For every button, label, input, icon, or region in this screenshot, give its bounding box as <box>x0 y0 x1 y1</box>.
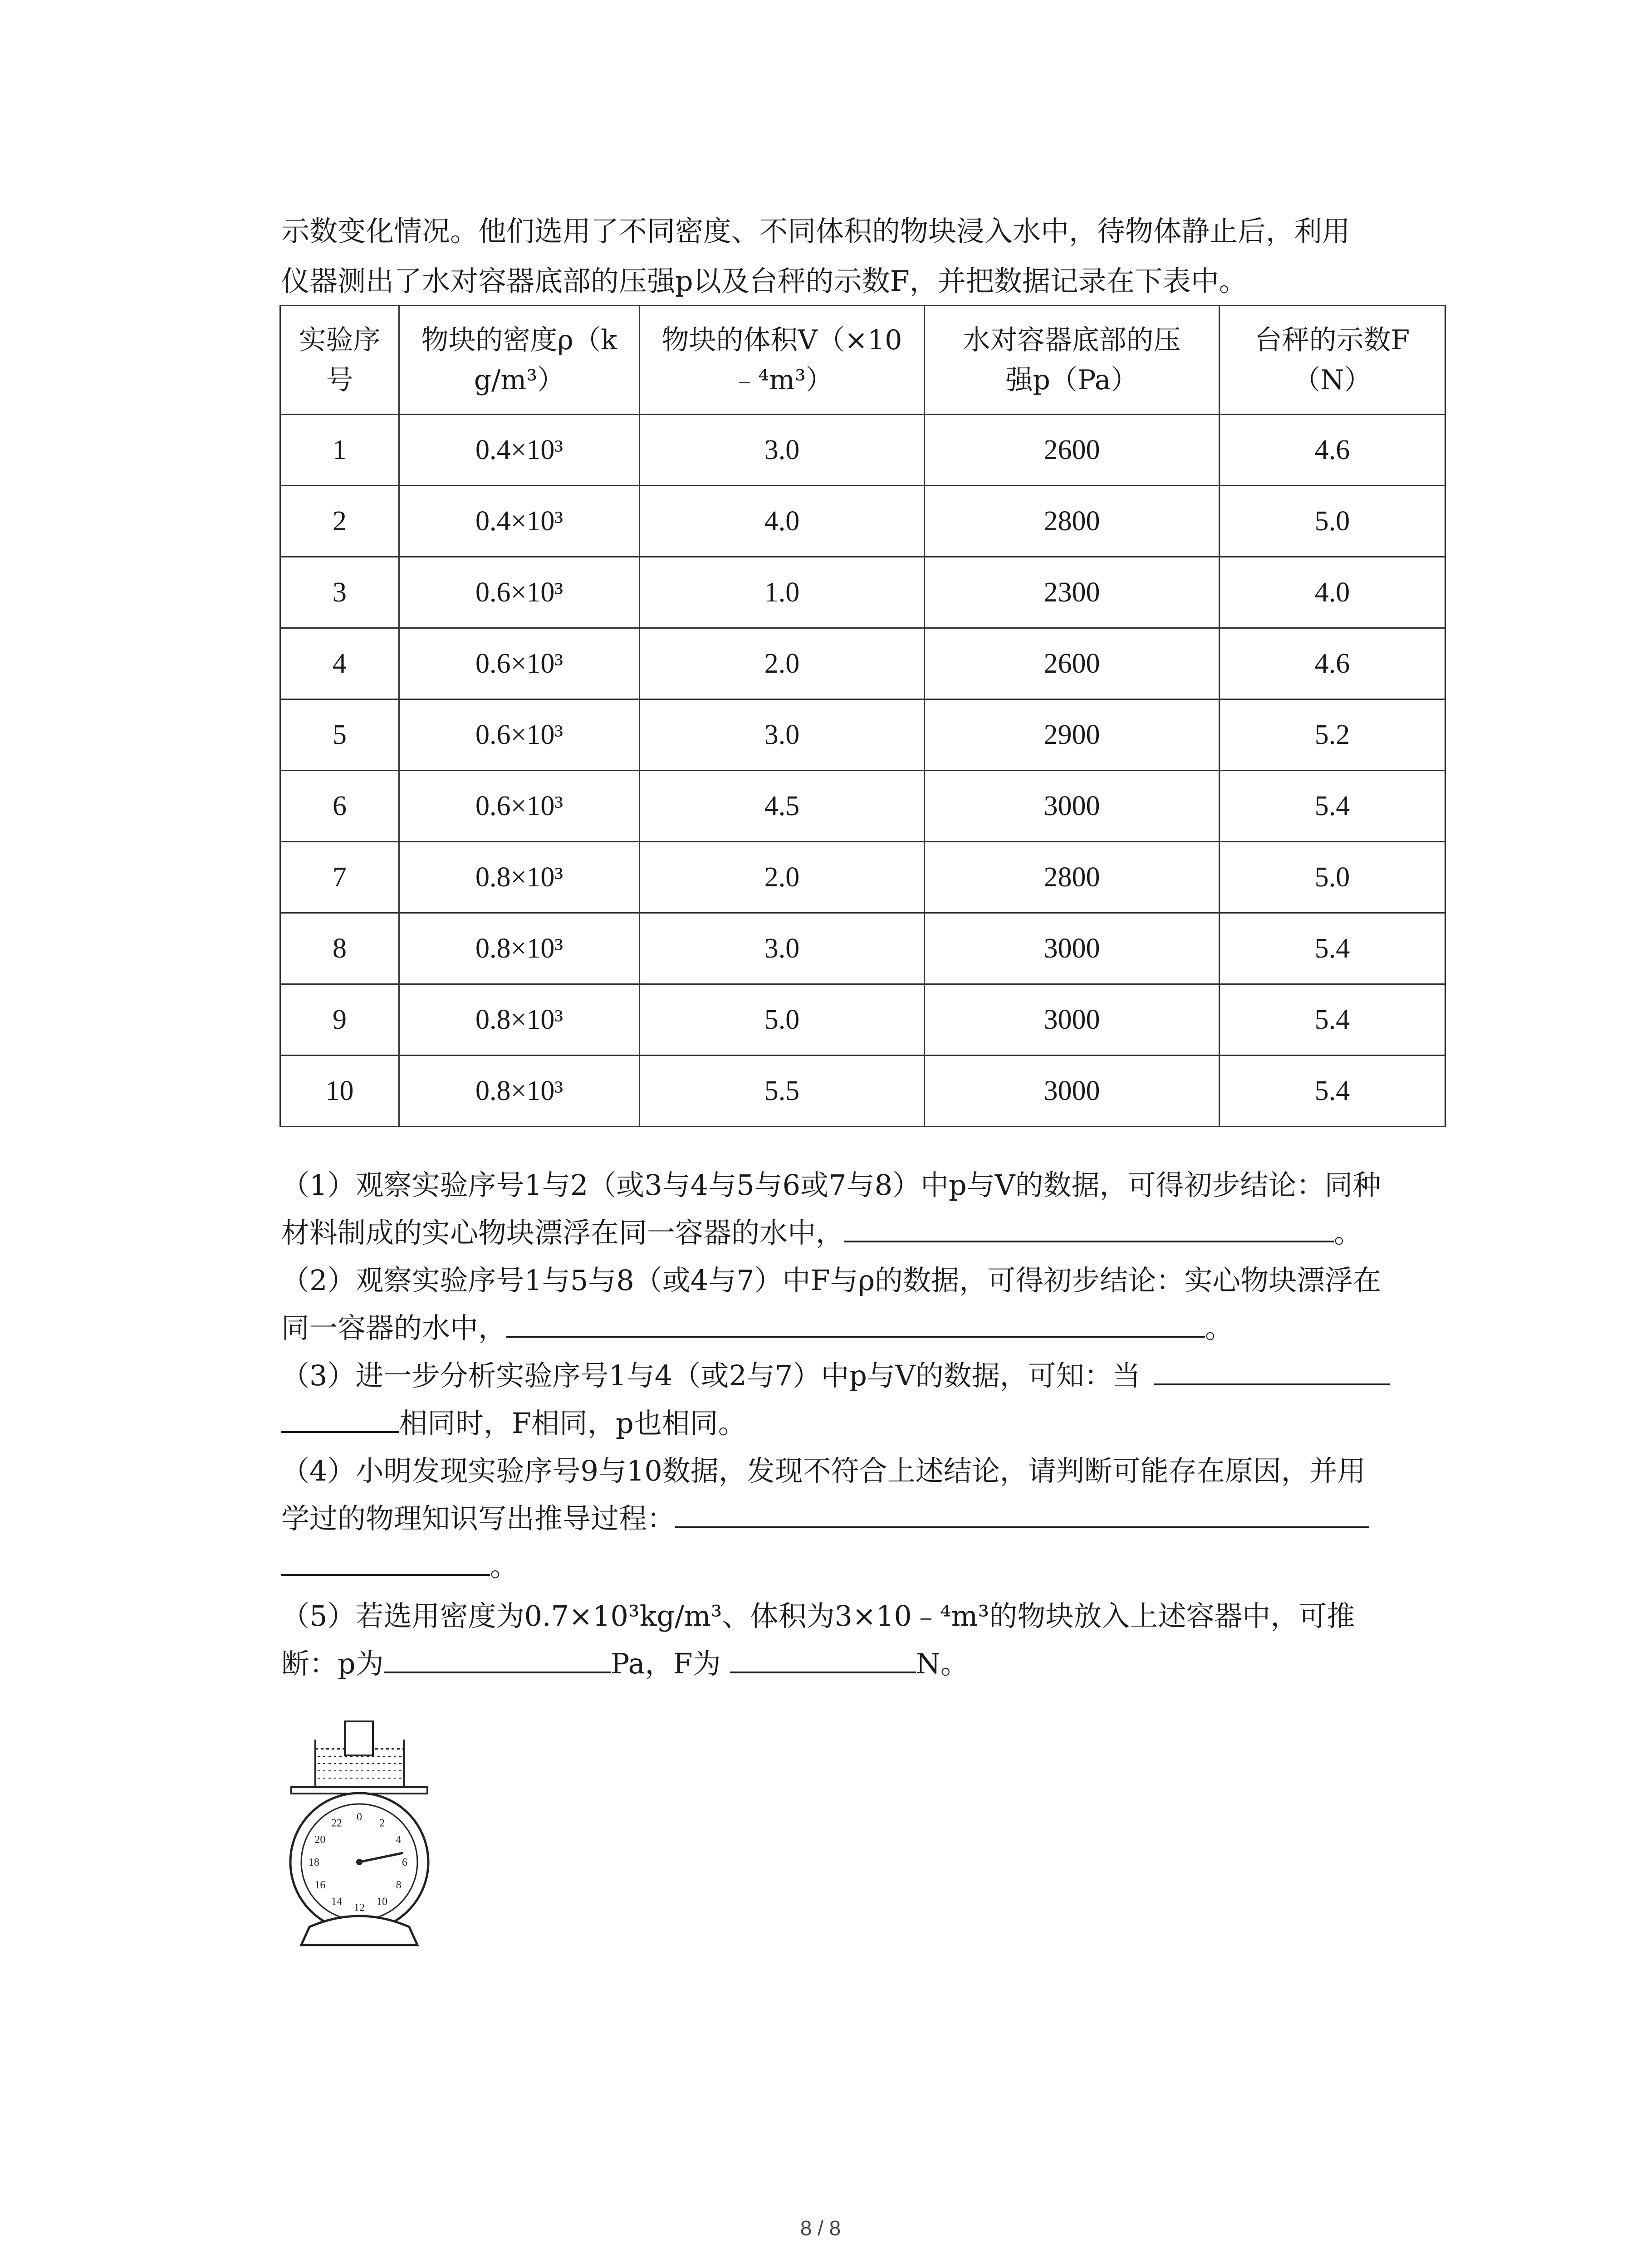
table-cell: 5.4 <box>1220 913 1445 984</box>
table-row <box>280 415 1445 486</box>
table-cell: 3.0 <box>640 699 925 771</box>
dial-number: 12 <box>354 1902 365 1914</box>
table-cell: 2900 <box>925 699 1220 771</box>
scale-diagram <box>281 1715 436 1960</box>
table-cell: 3000 <box>925 771 1220 842</box>
table-row <box>280 699 1445 771</box>
table-cell: 2800 <box>925 486 1220 557</box>
question-5: （5）若选用密度为0.7×10³kg/m³、体积为3×10﹣⁴m³的物块放入上述容器中，可推 断：p为 Pa，F为 N。 <box>281 1599 1355 1680</box>
table-cell: 0.6×10³ <box>399 628 640 699</box>
intro-paragraph <box>281 206 1443 306</box>
dial-number: 2 <box>379 1817 385 1829</box>
intro-line-2: 仪器测出了水对容器底部的压强p以及台秤的示数F，并把数据记录在下表中。 <box>281 264 1247 298</box>
answer-blank-q3-part2[interactable] <box>281 1404 399 1433</box>
table-cell: 3000 <box>925 984 1220 1056</box>
dial-number: 20 <box>314 1834 326 1846</box>
table-cell: 5 <box>280 699 399 771</box>
dial-number: 0 <box>357 1811 362 1823</box>
table-row <box>280 984 1445 1056</box>
question-4: （4）小明发现实验序号9与10数据，发现不符合上述结论，请判断可能存在原因，并用 学过的物理知识写出推导过程： 。 <box>281 1447 1443 1590</box>
header-pressure: 水对容器底部的压 强p（Pa） <box>925 306 1220 415</box>
table-header-row <box>280 306 1445 415</box>
table-cell: 0.8×10³ <box>399 1056 640 1127</box>
table-cell: 7 <box>280 842 399 913</box>
table-cell: 5.0 <box>1220 842 1445 913</box>
dial-number: 6 <box>402 1857 407 1868</box>
table-cell: 9 <box>280 984 399 1056</box>
table-row <box>280 628 1445 699</box>
dial-number: 16 <box>314 1879 326 1891</box>
table-cell: 0.6×10³ <box>399 557 640 628</box>
table-cell: 0.6×10³ <box>399 699 640 771</box>
table-cell: 3000 <box>925 913 1220 984</box>
table-cell: 2800 <box>925 842 1220 913</box>
table-cell: 0.6×10³ <box>399 771 640 842</box>
table-row <box>280 486 1445 557</box>
dial-number: 14 <box>331 1896 342 1908</box>
table-cell: 2.0 <box>640 628 925 699</box>
answer-blank-q1[interactable] <box>844 1213 1334 1242</box>
page-number: 8 / 8 <box>800 2216 841 2240</box>
question-2: （2）观察实验序号1与5与8（或4与7）中F与ρ的数据，可得初步结论：实心物块漂浮在 同一容器的水中， 。 <box>281 1264 1381 1344</box>
table-cell: 5.4 <box>1220 1056 1445 1127</box>
table-cell: 0.8×10³ <box>399 842 640 913</box>
table-cell: 2.0 <box>640 842 925 913</box>
answer-blank-q2[interactable] <box>506 1309 1205 1338</box>
table-cell: 2 <box>280 486 399 557</box>
table-cell: 0.4×10³ <box>399 486 640 557</box>
table-cell: 0.8×10³ <box>399 984 640 1056</box>
table-cell: 2600 <box>925 628 1220 699</box>
table-cell: 4.6 <box>1220 628 1445 699</box>
floating-block <box>345 1721 373 1755</box>
table-cell: 5.0 <box>640 984 925 1056</box>
data-table <box>279 305 1446 1127</box>
table-cell: 10 <box>280 1056 399 1127</box>
table-row <box>280 913 1445 984</box>
question-1: （1）观察实验序号1与2（或3与4与5与6或7与8）中p与V的数据，可得初步结论：同种 材料制成的实心物块漂浮在同一容器的水中， 。 <box>281 1168 1381 1249</box>
table-cell: 5.4 <box>1220 771 1445 842</box>
table-cell: 8 <box>280 913 399 984</box>
answer-blank-q3-part1[interactable] <box>1154 1356 1390 1385</box>
table-cell: 3.0 <box>640 415 925 486</box>
table-cell: 1.0 <box>640 557 925 628</box>
table-cell: 4.5 <box>640 771 925 842</box>
dial-pivot <box>356 1859 362 1865</box>
table-row <box>280 771 1445 842</box>
table-cell: 4 <box>280 628 399 699</box>
scale-base <box>301 1916 417 1945</box>
dial-number: 4 <box>396 1834 402 1846</box>
table-cell: 5.2 <box>1220 699 1445 771</box>
table-cell: 1 <box>280 415 399 486</box>
dial-number: 8 <box>396 1879 402 1891</box>
table-row <box>280 842 1445 913</box>
dial-number: 22 <box>331 1817 342 1829</box>
dial-number: 10 <box>377 1896 387 1908</box>
dial-number: 18 <box>309 1857 319 1868</box>
table-cell: 3 <box>280 557 399 628</box>
answer-blank-q4-line1[interactable] <box>675 1499 1369 1528</box>
table-row <box>280 557 1445 628</box>
table-cell: 4.0 <box>1220 557 1445 628</box>
table-cell: 2300 <box>925 557 1220 628</box>
table-cell: 3.0 <box>640 913 925 984</box>
question-3: （3）进一步分析实验序号1与4（或2与7）中p与V的数据，可知：当 相同时，F相同，p也相同。 <box>281 1352 1443 1447</box>
table-cell: 5.5 <box>640 1056 925 1127</box>
answer-blank-q5-pressure[interactable] <box>384 1644 611 1673</box>
table-cell: 5.4 <box>1220 984 1445 1056</box>
table-row <box>280 1056 1445 1127</box>
intro-line-1: 示数变化情况。他们选用了不同密度、不同体积的物块浸入水中，待物体静止后，利用 <box>281 215 1351 248</box>
header-index: 实验序 号 <box>280 306 399 415</box>
table-cell: 4.0 <box>640 486 925 557</box>
table-cell: 3000 <box>925 1056 1220 1127</box>
table-cell: 2600 <box>925 415 1220 486</box>
table-cell: 0.4×10³ <box>399 415 640 486</box>
header-scale-reading: 台秤的示数F （N） <box>1220 306 1445 415</box>
answer-blank-q5-force[interactable] <box>730 1644 916 1673</box>
header-density: 物块的密度ρ（k g/m³） <box>399 306 640 415</box>
answer-blank-q4-line2[interactable] <box>281 1547 490 1576</box>
table-cell: 6 <box>280 771 399 842</box>
table-cell: 4.6 <box>1220 415 1445 486</box>
table-cell: 5.0 <box>1220 486 1445 557</box>
header-volume: 物块的体积V（×10 ﹣⁴m³） <box>640 306 925 415</box>
table-cell: 0.8×10³ <box>399 913 640 984</box>
